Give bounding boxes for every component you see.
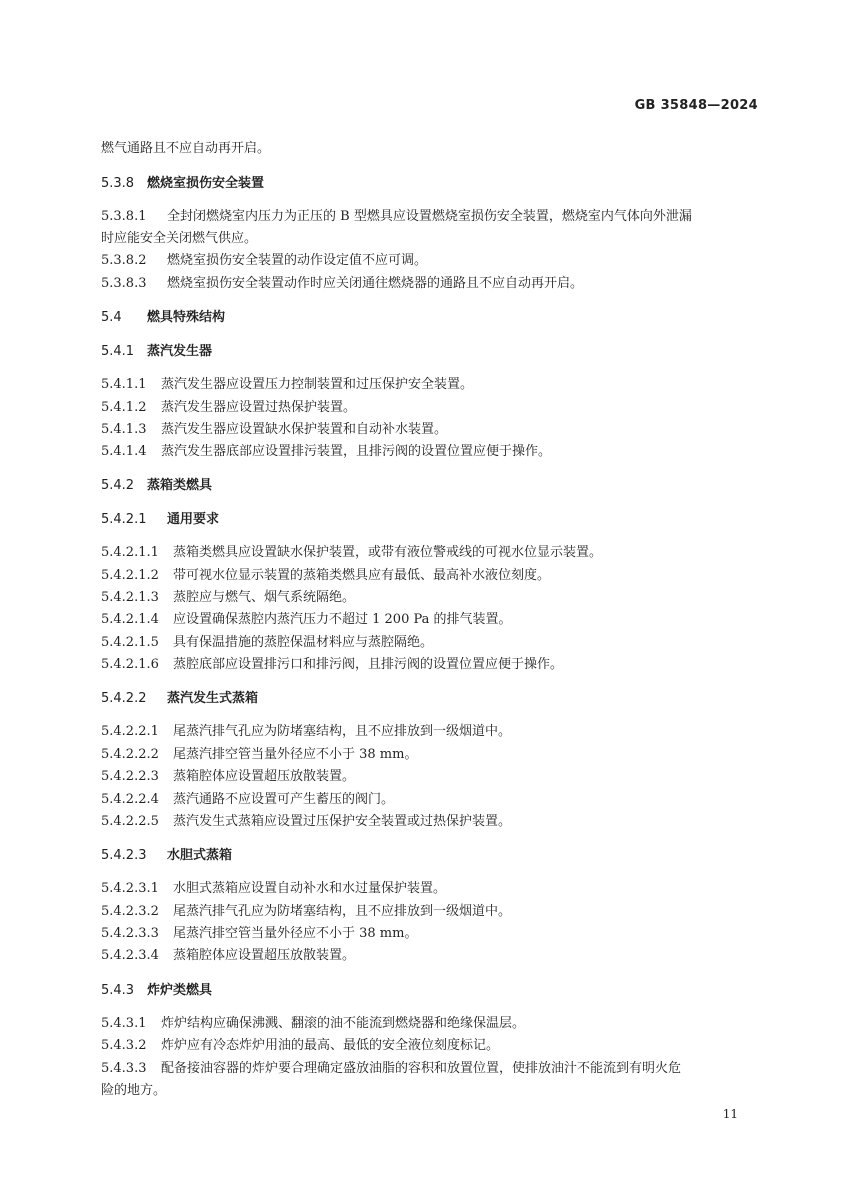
clause: [101, 789, 757, 811]
clause: [101, 632, 757, 654]
clause-text: 应设置确保蒸腔内蒸汽压力不超过 1 200 Pa 的排气装置。: [173, 612, 512, 627]
clause-text: 尾蒸汽排气孔应为防堵塞结构，且不应排放到一级烟道中。: [173, 904, 512, 919]
clause-number: 5.4.2.1.3: [101, 590, 159, 605]
clause-number: 5.4.2.1.5: [101, 635, 159, 650]
clause: [101, 587, 757, 609]
clause: [101, 206, 757, 228]
section-title: 蒸汽发生式蒸箱: [167, 691, 259, 706]
clause-text: 尾蒸汽排气孔应为防堵塞结构，且不应排放到一级烟道中。: [173, 724, 512, 739]
section-number: 5.4.2: [101, 478, 135, 493]
clause: [101, 945, 757, 967]
clause-continuation: [101, 228, 757, 250]
clause-text: 炸炉应有冷态炸炉用油的最高、最低的安全液位刻度标记。: [161, 1038, 500, 1053]
clause-text: 具有保温措施的蒸腔保温材料应与蒸腔隔绝。: [173, 635, 434, 650]
clause: [101, 766, 757, 788]
clause: [101, 878, 757, 900]
clause-text: 蒸腔应与燃气、烟气系统隔绝。: [173, 590, 356, 605]
section-heading: [101, 980, 757, 1002]
clause: [101, 923, 757, 945]
clause-text: 蒸箱类燃具应设置缺水保护装置，或带有液位警戒线的可视水位显示装置。: [173, 545, 603, 560]
clause: [101, 654, 757, 676]
clause-number: 5.4.2.1.4: [101, 612, 159, 627]
clause: [101, 273, 757, 295]
clause-text: 水胆式蒸箱应设置自动补水和水过量保护装置。: [173, 881, 447, 896]
section-heading: [101, 307, 757, 329]
clause-text: 蒸箱腔体应设置超压放散装置。: [173, 769, 356, 784]
clause: [101, 374, 757, 396]
section-heading: [101, 845, 757, 867]
clause-number: 5.4.2.2.4: [101, 792, 159, 807]
clause: [101, 609, 757, 631]
page-number: 11: [722, 1107, 738, 1121]
clause-text: 时应能安全关闭燃气供应。: [101, 231, 258, 246]
clause-number: 5.4.2.3.3: [101, 926, 159, 941]
clause: [101, 419, 757, 441]
clause: [101, 397, 757, 419]
clause-text: 蒸腔底部应设置排污口和排污阀，且排污阀的设置位置应便于操作。: [173, 657, 564, 672]
clause-text: 蒸箱腔体应设置超压放散装置。: [173, 948, 356, 963]
section-title: 通用要求: [167, 512, 220, 527]
section-title: 蒸汽发生器: [147, 344, 213, 359]
clause-number: 5.3.8.2: [101, 253, 147, 268]
clause-text: 带可视水位显示装置的蒸箱类燃具应有最低、最高补水液位刻度。: [173, 568, 551, 583]
paragraph-continuation: [101, 138, 757, 160]
clause-number: 5.4.2.3.2: [101, 904, 159, 919]
section-number: 5.4.2.1: [101, 512, 147, 527]
clause-number: 5.4.1.1: [101, 377, 147, 392]
section-number: 5.4: [101, 310, 122, 325]
section-number: 5.4.2.2: [101, 691, 147, 706]
clause-text: 全封闭燃烧室内压力为正压的 B 型燃具应设置燃烧室损伤安全装置，燃烧室内气体向外泄漏: [167, 209, 692, 224]
section-title: 燃具特殊结构: [147, 310, 226, 325]
clause: [101, 1058, 757, 1080]
section-heading: [101, 341, 757, 363]
clause-text: 险的地方。: [101, 1083, 167, 1098]
section-title: 炸炉类燃具: [147, 983, 213, 998]
clause-text: 尾蒸汽排空管当量外径应不小于 38 mm。: [173, 747, 418, 762]
clause-number: 5.4.3.2: [101, 1038, 147, 1053]
section-heading: [101, 475, 757, 497]
clause-text: 蒸汽发生式蒸箱应设置过压保护安全装置或过热保护装置。: [173, 814, 512, 829]
standard-number: GB 35848—2024: [634, 98, 758, 113]
clause-number: 5.4.2.1.6: [101, 657, 159, 672]
clause: [101, 441, 757, 463]
clause: [101, 250, 757, 272]
section-number: 5.4.3: [101, 983, 135, 998]
clause-number: 5.4.2.3.4: [101, 948, 159, 963]
section-title: 蒸箱类燃具: [147, 478, 213, 493]
clause: [101, 811, 757, 833]
clause-number: 5.4.1.4: [101, 444, 147, 459]
paragraph-text: 燃气通路且不应自动再开启。: [101, 141, 271, 156]
clause-text: 蒸汽发生器应设置过热保护装置。: [161, 400, 357, 415]
clause-text: 蒸汽发生器应设置缺水保护装置和自动补水装置。: [161, 422, 448, 437]
clause-text: 炸炉结构应确保沸溅、翻滚的油不能流到燃烧器和绝缘保温层。: [161, 1016, 526, 1031]
clause-number: 5.4.1.2: [101, 400, 147, 415]
clause-number: 5.4.2.1.2: [101, 568, 159, 583]
clause-number: 5.4.3.3: [101, 1061, 147, 1076]
section-heading: [101, 509, 757, 531]
clause-number: 5.3.8.1: [101, 209, 147, 224]
section-heading: [101, 688, 757, 710]
clause: [101, 1013, 757, 1035]
clause: [101, 542, 757, 564]
clause-text: 蒸汽发生器应设置压力控制装置和过压保护安全装置。: [161, 377, 474, 392]
clause-number: 5.4.1.3: [101, 422, 147, 437]
section-number: 5.4.1: [101, 344, 135, 359]
clause-number: 5.4.3.1: [101, 1016, 147, 1031]
clause-number: 5.3.8.3: [101, 276, 147, 291]
clause-text: 配备接油容器的炸炉要合理确定盛放油脂的容积和放置位置，使排放油汁不能流到有明火危: [161, 1061, 682, 1076]
clause-text: 尾蒸汽排空管当量外径应不小于 38 mm。: [173, 926, 418, 941]
clause-text: 蒸汽发生器底部应设置排污装置，且排污阀的设置位置应便于操作。: [161, 444, 552, 459]
clause-number: 5.4.2.2.1: [101, 724, 159, 739]
clause: [101, 565, 757, 587]
clause: [101, 721, 757, 743]
clause-number: 5.4.2.2.2: [101, 747, 159, 762]
section-heading: [101, 173, 757, 195]
clause-number: 5.4.2.2.3: [101, 769, 159, 784]
clause-text: 蒸汽通路不应设置可产生蓄压的阀门。: [173, 792, 395, 807]
section-title: 水胆式蒸箱: [167, 848, 233, 863]
clause-continuation: [101, 1080, 757, 1102]
clause-text: 燃烧室损伤安全装置动作时应关闭通往燃烧器的通路且不应自动再开启。: [167, 276, 584, 291]
clause-number: 5.4.2.1.1: [101, 545, 159, 560]
clause: [101, 901, 757, 923]
section-number: 5.4.2.3: [101, 848, 147, 863]
clause: [101, 1035, 757, 1057]
clause-number: 5.4.2.3.1: [101, 881, 159, 896]
clause-text: 燃烧室损伤安全装置的动作设定值不应可调。: [167, 253, 428, 268]
clause-number: 5.4.2.2.5: [101, 814, 159, 829]
section-number: 5.3.8: [101, 176, 135, 191]
section-title: 燃烧室损伤安全装置: [147, 176, 265, 191]
clause: [101, 744, 757, 766]
